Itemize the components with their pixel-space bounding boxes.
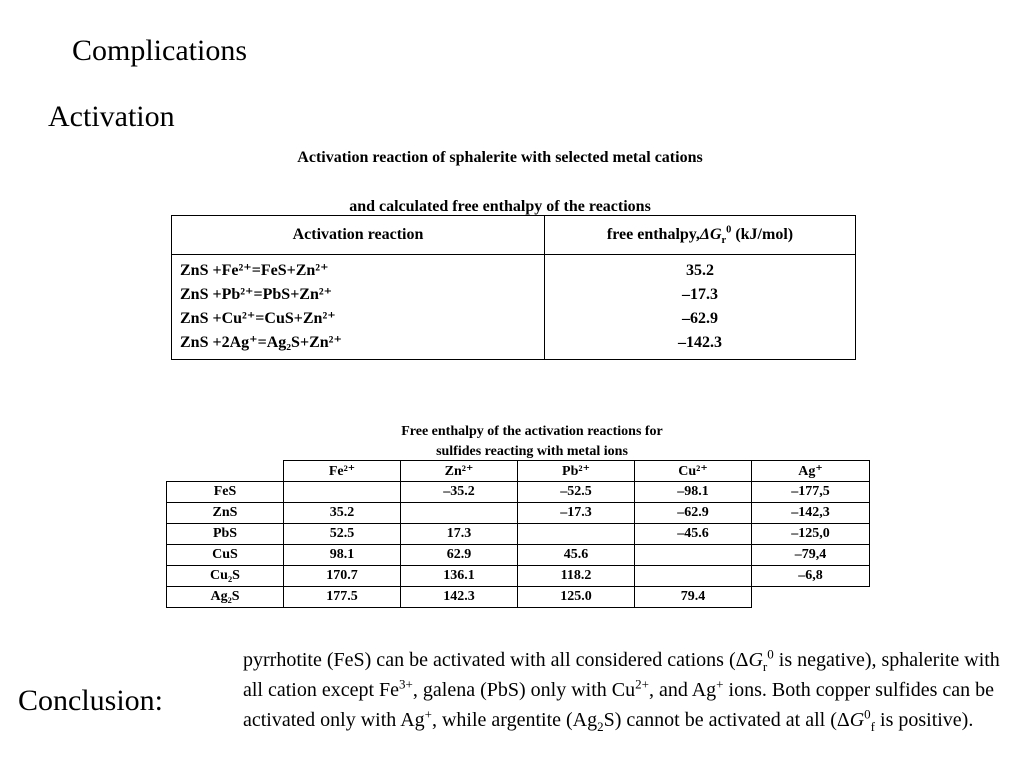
table1-caption-line1: Activation reaction of sphalerite with selected metal cations [297,149,703,166]
reaction-fe: ZnS +Fe²⁺=FeS+Zn²⁺ [180,262,329,279]
header-energy-sub: r [721,235,727,247]
table2-caption-line1: Free enthalpy of the activation reactions for [401,424,663,439]
activation-reaction-table [171,215,856,360]
conclusion-part: pyrrhotite (FeS) can be activated with all considered cations (Δ [243,649,749,671]
row-label: PbS [167,524,284,545]
conclusion-part: , while argentite (Ag [431,709,598,731]
table-row [167,587,870,608]
row-label: ZnS [167,503,284,524]
fe-charge: 3+ [399,676,413,692]
ag-charge: + [424,706,432,722]
gibbs-symbol: G [748,649,763,671]
gibbs-subscript: r [762,659,768,674]
table-row [167,545,870,566]
gibbs-superscript: 0 [767,646,774,662]
table-cell [635,545,752,566]
corner-cell [167,461,284,482]
table-cell: –125,0 [752,524,870,545]
table-cell: 136.1 [401,566,518,587]
column-header: Pb²⁺ [518,461,635,482]
table-cell: 170.7 [284,566,401,587]
conclusion-part: , and Ag [648,679,717,701]
table-cell [284,482,401,503]
row-label: Ag₂S [167,587,284,608]
header-energy-prefix: free enthalpy, [606,226,700,243]
table-cell [518,524,635,545]
energy-ag: –142.3 [678,334,722,351]
gibbs-superscript: 0 [864,706,871,722]
table-cell: –142,3 [752,503,870,524]
table-cell: 142.3 [401,587,518,608]
table-cell: 52.5 [284,524,401,545]
row-label: FeS [167,482,284,503]
sulfide-enthalpy-table [166,460,870,608]
table-cell: –52.5 [518,482,635,503]
table-cell: 125.0 [518,587,635,608]
table2-header-row [167,461,870,482]
row-label: Cu₂S [167,566,284,587]
cu-charge: 2+ [635,676,649,692]
reaction-ag: ZnS +2Ag⁺=Ag₂S+Zn²⁺ [180,334,342,351]
conclusion-part: S) cannot be activated at all (Δ [603,709,850,731]
slide-subtitle: Activation [48,100,175,133]
energy-cu: –62.9 [682,310,718,327]
table-row [167,503,870,524]
table-cell: 62.9 [401,545,518,566]
reaction-list [172,255,545,360]
table-cell: 45.6 [518,545,635,566]
table-cell: –79,4 [752,545,870,566]
header-energy-sup: 0 [726,224,732,236]
header-energy-symbol: ΔG [699,226,722,243]
ag-charge: + [716,676,724,692]
table-cell: –6,8 [752,566,870,587]
energy-fe: 35.2 [686,262,714,279]
conclusion-part: , galena (PbS) only with Cu [412,679,636,701]
table-cell: –45.6 [635,524,752,545]
conclusion-part: ions. Both copper sulfides can be activated only with Ag [243,679,995,731]
table-cell: –98.1 [635,482,752,503]
table-cell [635,566,752,587]
conclusion-label: Conclusion: [18,684,164,717]
table-cell: –177,5 [752,482,870,503]
ag-subscript: 2 [597,719,604,734]
table-cell: 98.1 [284,545,401,566]
table2-caption-line2: sulfides reacting with metal ions [436,444,628,459]
slide-title: Complications [72,34,247,67]
table-cell: –35.2 [401,482,518,503]
table-cell: 79.4 [635,587,752,608]
table-cell: 118.2 [518,566,635,587]
column-header: Ag⁺ [752,461,870,482]
gibbs-subscript: f [870,719,876,734]
table-cell: 17.3 [401,524,518,545]
energy-pb: –17.3 [682,286,718,303]
table-cell [401,503,518,524]
conclusion-text [243,645,1003,735]
table1-caption-line2: and calculated free enthalpy of the reactions [349,198,651,215]
reaction-pb: ZnS +Pb²⁺=PbS+Zn²⁺ [180,286,333,303]
row-label: CuS [167,545,284,566]
header-free-enthalpy [545,216,856,255]
table-row [167,482,870,503]
table-cell: 177.5 [284,587,401,608]
energy-list [545,255,856,360]
column-header: Zn²⁺ [401,461,518,482]
gibbs-symbol: G [849,709,865,731]
header-energy-unit: (kJ/mol) [735,226,794,243]
column-header: Fe²⁺ [284,461,401,482]
conclusion-part: is negative), sphalerite with all cation except Fe [243,649,1000,701]
table-row [167,524,870,545]
table-cell: –62.9 [635,503,752,524]
reaction-cu: ZnS +Cu²⁺=CuS+Zn²⁺ [180,310,336,327]
table-cell: –17.3 [518,503,635,524]
table1-header-row [172,216,856,255]
table-cell [752,587,870,608]
table-cell: 35.2 [284,503,401,524]
table1-body-row [172,255,856,360]
conclusion-part: is positive). [875,709,974,731]
table-row [167,566,870,587]
header-activation-reaction: Activation reaction [172,216,545,255]
column-header: Cu²⁺ [635,461,752,482]
